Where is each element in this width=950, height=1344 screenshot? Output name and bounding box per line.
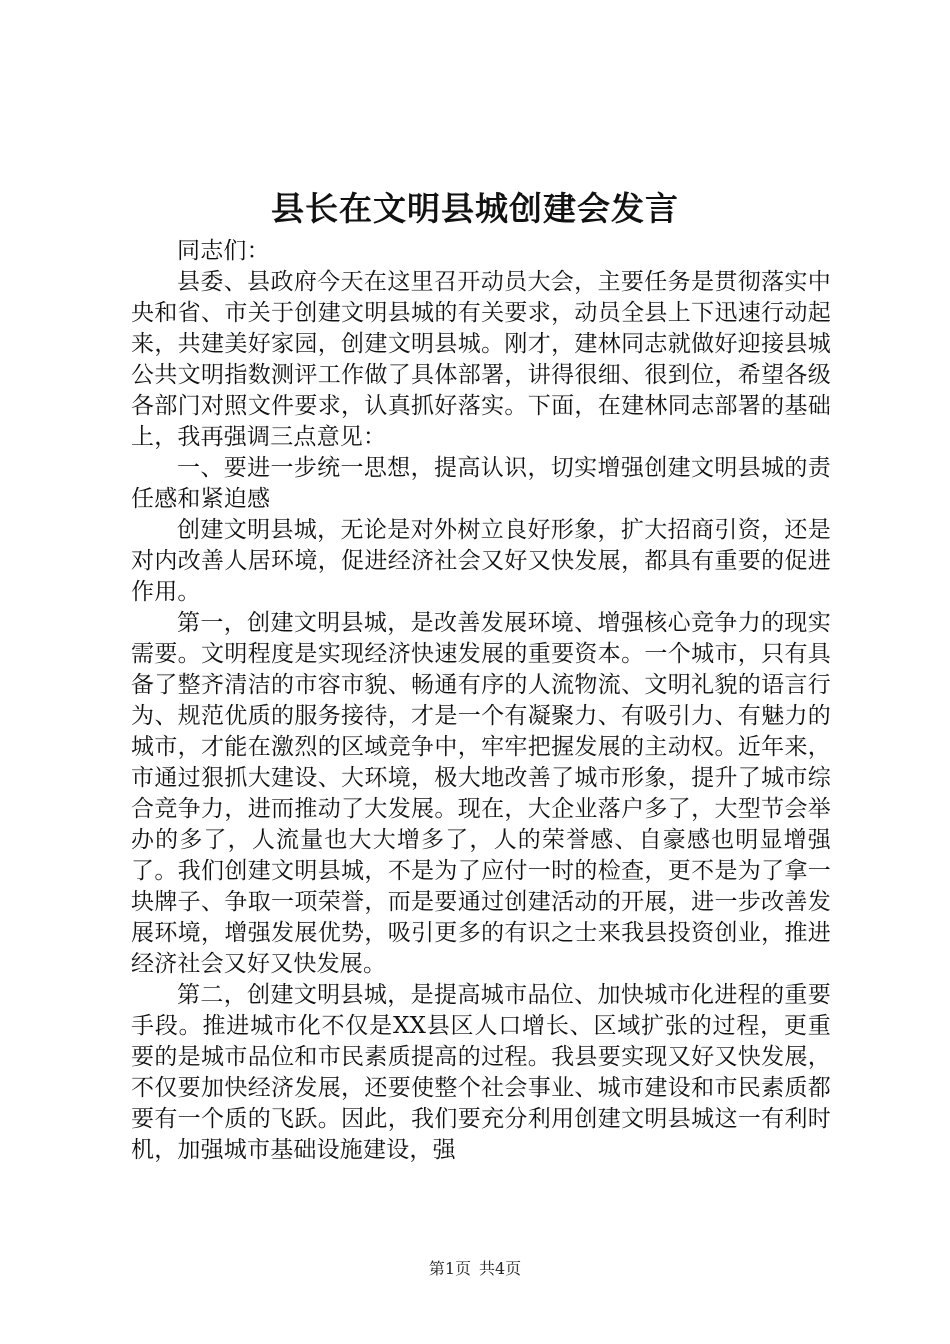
body-paragraph: 第一，创建文明县城，是改善发展环境、增强核心竞争力的现实需要。文明程度是实现经济快速发展的重要资本。一个城市，只有具备了整齐清洁的市容市貌、畅通有序的人流物流、文明礼貌的语言行为、规范优质的服务接待，才是一个有凝聚力、有吸引力、有魅力的城市，才能在激烈的区域竞争中，牢牢把握发展的主动权。近年来，市通过狠抓大建设、大环境，极大地改善了城市形象，提升了城市综合竞争力，进而推动了大发展。现在，大企业落户多了，大型节会举办的多了，人流量也大大增多了，人的荣誉感、自豪感也明显增强了。我们创建文明县城，不是为了应付一时的检查，更不是为了拿一块牌子、争取一项荣誉，而是要通过创建活动的开展，进一步改善发展环境，增强发展优势，吸引更多的有识之士来我县投资创业，推进经济社会又好又快发展。 (131, 610, 831, 977)
page-number: 第1页 (428, 1259, 471, 1278)
body-paragraph: 县委、县政府今天在这里召开动员大会，主要任务是贯彻落实中央和省、市关于创建文明县城的有关要求，动员全县上下迅速行动起来，共建美好家园，创建文明县城。刚才，建林同志就做好迎接县城公共文明指数测评工作做了具体部署，讲得很细、很到位，希望各级各部门对照文件要求，认真抓好落实。下面，在建林同志部署的基础上，我再强调三点意见： (131, 269, 831, 450)
document-title: 县长在文明县城创建会发言 (271, 189, 679, 228)
page-total: 共4页 (479, 1259, 522, 1278)
section-heading: 一、要进一步统一思想，提高认识，切实增强创建文明县城的责任感和紧迫感 (131, 455, 831, 512)
salutation: 同志们： (177, 238, 270, 264)
page-footer (0, 1258, 950, 1280)
body-paragraph: 第二，创建文明县城，是提高城市品位、加快城市化进程的重要手段。推进城市化不仅是XX县区人口增长、区域扩张的过程，更重要的是城市品位和市民素质提高的过程。我县要实现又好又快发展，不仅要加快经济发展，还要使整个社会事业、城市建设和市民素质都要有一个质的飞跃。因此，我们要充分利用创建文明县城这一有利时机，加强城市基础设施建设，强 (131, 982, 831, 1163)
document-body (131, 236, 831, 1166)
body-paragraph: 创建文明县城，无论是对外树立良好形象，扩大招商引资，还是对内改善人居环境，促进经济社会又好又快发展，都具有重要的促进作用。 (131, 517, 831, 605)
